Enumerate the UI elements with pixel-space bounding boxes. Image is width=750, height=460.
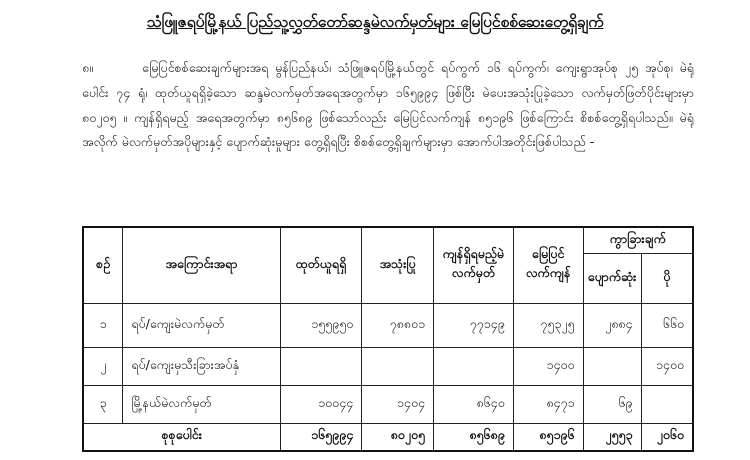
cell-ground-remain: ၇၅၃၂၅ — [513, 303, 583, 347]
table-row — [83, 303, 693, 347]
body-paragraph — [82, 56, 694, 155]
cell-issued — [280, 347, 362, 385]
header-difference: ကွာခြားချက် — [583, 227, 693, 253]
cell-lost: ၆၉ — [583, 385, 641, 423]
cell-used — [362, 347, 434, 385]
table-header-row — [83, 227, 693, 253]
cell-no: ၂ — [83, 347, 123, 385]
table-row — [83, 385, 693, 423]
header-subject: အကြောင်းအရာ — [123, 227, 280, 303]
cell-no: ၃ — [83, 385, 123, 423]
cell-extra: ၁၄၀၀ — [641, 347, 693, 385]
cell-issued: ၁၅၅၉၅၀ — [280, 303, 362, 347]
table-row — [83, 347, 693, 385]
total-issued: ၁၆၅၉၉၄ — [280, 423, 362, 451]
cell-subject: ရပ်/ကျေးမဲလက်မှတ် — [123, 303, 280, 347]
cell-extra — [641, 385, 693, 423]
cell-subject: ရပ်/ကျေးမှသီးခြားအပ်နှံ — [123, 347, 280, 385]
cell-subject: မြို့နယ်မဲလက်မှတ် — [123, 385, 280, 423]
table-total-row — [83, 423, 693, 451]
cell-lost: ၂၈၈၄ — [583, 303, 641, 347]
paragraph-text: မြေပြင်စစ်ဆေးချက်များအရ မွန်ပြည်နယ်၊ သံဖြူဇရပ်မြို့နယ်တွင် ရပ်ကွက် ၁၆ ရပ်ကွက်၊ ကျေးရွာအုပ်စု ၂၅ အုပ်စု၊ မဲရုံပေါင်း ၇၄ ရုံ၊ ထုတ်ယူရရှိခဲ့သော ဆန္ဒမဲလက်မှတ်အရေအတွက်မှာ ၁၆၅၉၉၄ ဖြစ်ပြီး မဲပေးအသုံးပြုခဲ့သော လက်မှတ်ဖြတ်ပိုင်းများမှာ ၈၀၂၀၅ ။ ကျန်ရှိရမည့် အရေအတွက်မှာ ၈၅၆၈၉ ဖြစ်သော်လည်း မြေပြင်လက်ကျန် ၈၅၁၉၆ ဖြစ်ကြောင်း စိစစ်တွေ့ရှိရပါသည်။ မဲရုံအလိုက် မဲလက်မှတ်အပိုများနှင့် ပျောက်ဆုံးမှုများ တွေ့ရှိရပြီး စိစစ်တွေ့ရှိချက်များမှာ အောက်ပါအတိုင်းဖြစ်ပါသည် - — [82, 60, 694, 150]
cell-ground-remain: ၁၄၀၀ — [513, 347, 583, 385]
cell-issued: ၁၀၀၄၄ — [280, 385, 362, 423]
cell-extra: ၆၆၀ — [641, 303, 693, 347]
paragraph-number: ၈။ — [82, 60, 94, 75]
header-no: စဉ် — [83, 227, 123, 303]
header-ground-remain: မြေပြင်လက်ကျန် — [513, 227, 583, 303]
header-extra: ပို — [641, 253, 693, 303]
total-ground-remain: ၈၅၁၉၆ — [513, 423, 583, 451]
header-should-remain: ကျန်ရှိရမည့်မဲလက်မှတ် — [434, 227, 514, 303]
cell-no: ၁ — [83, 303, 123, 347]
total-label: စုစုပေါင်း — [83, 423, 280, 451]
total-extra: ၂၀၆၀ — [641, 423, 693, 451]
total-should-remain: ၈၅၆၈၉ — [434, 423, 514, 451]
inspection-table — [82, 226, 694, 452]
cell-used: ၇၈၈၀၁ — [362, 303, 434, 347]
total-used: ၈၀၂၀၅ — [362, 423, 434, 451]
header-used: အသုံးပြု — [362, 227, 434, 303]
cell-used: ၁၄၀၄ — [362, 385, 434, 423]
header-issued: ထုတ်ယူရရှိ — [280, 227, 362, 303]
cell-should-remain: ၇၇၁၄၉ — [434, 303, 514, 347]
cell-should-remain: ၈၆၄၀ — [434, 385, 514, 423]
cell-ground-remain: ၈၄၇၁ — [513, 385, 583, 423]
header-lost: ပျောက်ဆုံး — [583, 253, 641, 303]
total-lost: ၂၅၅၃ — [583, 423, 641, 451]
cell-lost — [583, 347, 641, 385]
cell-should-remain — [434, 347, 514, 385]
document-title: သံဖြူဇရပ်မြို့နယ် ပြည်သူ့လွှတ်တော်ဆန္ဒမဲလက်မှတ်များ မြေပြင်စစ်ဆေးတွေ့ရှိချက် — [146, 13, 604, 31]
